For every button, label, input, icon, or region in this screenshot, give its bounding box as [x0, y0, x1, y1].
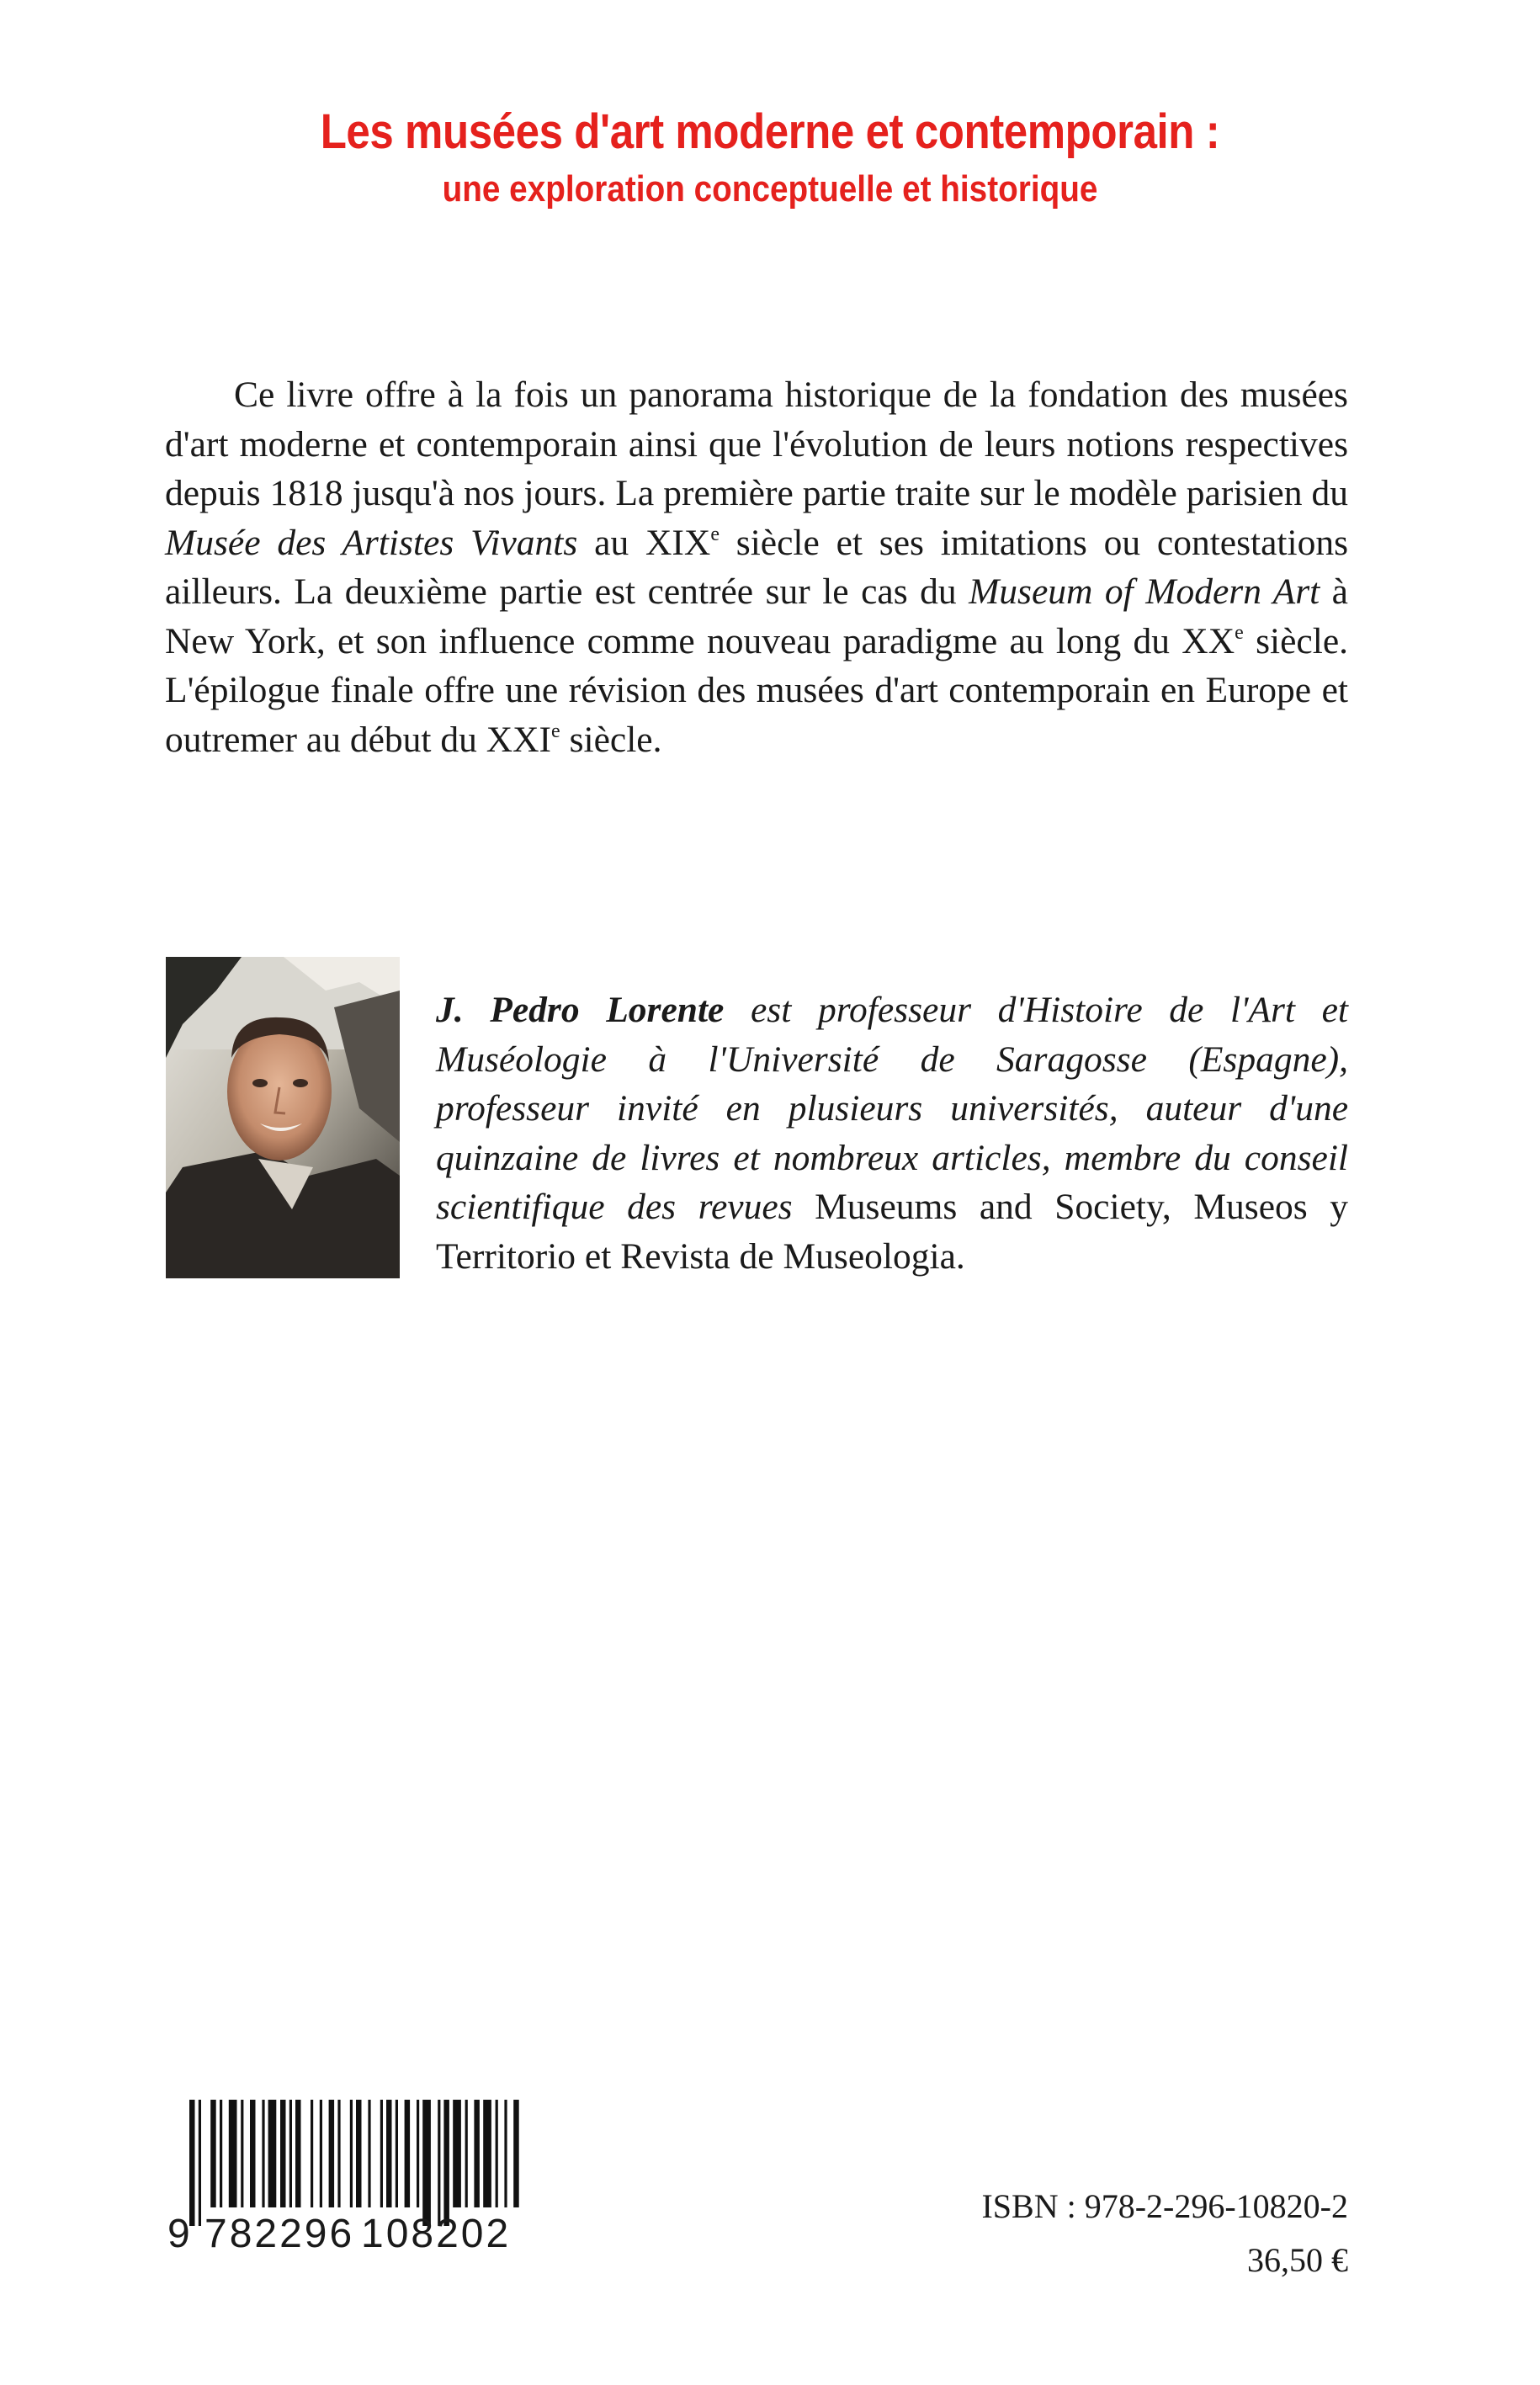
superscript-e-1: e [710, 523, 720, 545]
superscript-e-3: e [551, 720, 560, 742]
barcode-bar [262, 2100, 264, 2207]
book-title: Les musées d'art moderne et contemporain : [320, 104, 1220, 159]
barcode-bar [220, 2100, 222, 2207]
barcode-bar [422, 2100, 431, 2226]
summary-text-1: Ce livre offre à la fois un panorama historique de la fondation des musées d'art moderne et contemporain ainsi que l'évolution de leurs notions respectives depuis 1818 jusqu'à nos jours. La première partie traite sur le modèle parisien du [165, 374, 1348, 513]
museum-name-1: Musée des Artistes Vivants [165, 522, 578, 563]
barcode [166, 2100, 523, 2260]
barcode-bar [405, 2100, 411, 2207]
barcode-bar [289, 2100, 292, 2207]
summary-text-4: à New York, et son influence comme nouveau paradigme au long du XX [165, 571, 1348, 661]
barcode-bar [453, 2100, 461, 2207]
author-bio-journals: Museums and Society, Museos y Territorio et Revista de Museologia. [436, 1187, 1348, 1277]
barcode-bars [166, 2100, 523, 2226]
barcode-bar [350, 2100, 353, 2207]
superscript-e-2: e [1235, 621, 1244, 644]
title-block [0, 101, 1540, 214]
isbn: ISBN : 978-2-296-10820-2 [981, 2187, 1348, 2225]
author-photo [166, 957, 400, 1278]
barcode-bar [513, 2100, 519, 2207]
summary-text-5: siècle. L'épilogue finale offre une révision des musées d'art contemporain en Europe et outremer au début du XXI [165, 620, 1348, 760]
book-subtitle: une exploration conceptuelle et historique [442, 168, 1098, 210]
barcode-bar [250, 2100, 256, 2207]
barcode-bar [483, 2100, 491, 2207]
barcode-bar [268, 2100, 277, 2207]
summary-text-2: au XIX [577, 522, 711, 563]
barcode-bar [280, 2100, 286, 2207]
barcode-bar [241, 2100, 243, 2207]
museum-name-2: Museum of Modern Art [969, 571, 1320, 612]
barcode-bar [189, 2100, 195, 2226]
summary-text-3: siècle et ses imitations ou contestations ailleurs. La deuxième partie est centrée sur le cas du [165, 522, 1349, 612]
barcode-digit-prefix: 9 [167, 2212, 190, 2256]
author-bio-italic: est professeur d'Histoire de l'Art et Muséologie à l'Université de Saragosse (Espagne), professeur invité en plusieurs universités, auteur d'une quinzaine de livres et nombreux articles, membre du conseil scientifique des revues [436, 990, 1349, 1227]
barcode-bar [417, 2100, 419, 2207]
summary-text-6: siècle. [560, 719, 662, 760]
barcode-bar [496, 2100, 498, 2207]
barcode-bar [210, 2100, 216, 2207]
barcode-digit-group-2: 108202 [361, 2212, 512, 2256]
barcode-bar [443, 2100, 449, 2226]
barcode-bar [295, 2100, 301, 2207]
barcode-bar [229, 2100, 237, 2207]
barcode-bar [396, 2100, 398, 2207]
summary-paragraph [165, 370, 1348, 764]
barcode-bar [320, 2100, 322, 2207]
barcode-digits [166, 2209, 523, 2260]
barcode-bar [356, 2100, 362, 2207]
barcode-bar [474, 2100, 480, 2207]
barcode-bar [465, 2100, 468, 2207]
author-portrait-image [166, 957, 400, 1278]
author-name: J. Pedro Lorente [436, 990, 725, 1030]
barcode-bar [337, 2100, 340, 2207]
barcode-bar [504, 2100, 507, 2207]
barcode-bar [311, 2100, 313, 2207]
barcode-bar [368, 2100, 370, 2207]
barcode-bar [438, 2100, 440, 2226]
barcode-bar [199, 2100, 201, 2226]
author-bio [436, 985, 1348, 1281]
barcode-bar [386, 2100, 392, 2207]
barcode-digit-group-1: 782296 [204, 2212, 355, 2256]
price: 36,50 € [1247, 2241, 1348, 2279]
barcode-bar [329, 2100, 335, 2207]
barcode-bar [380, 2100, 383, 2207]
